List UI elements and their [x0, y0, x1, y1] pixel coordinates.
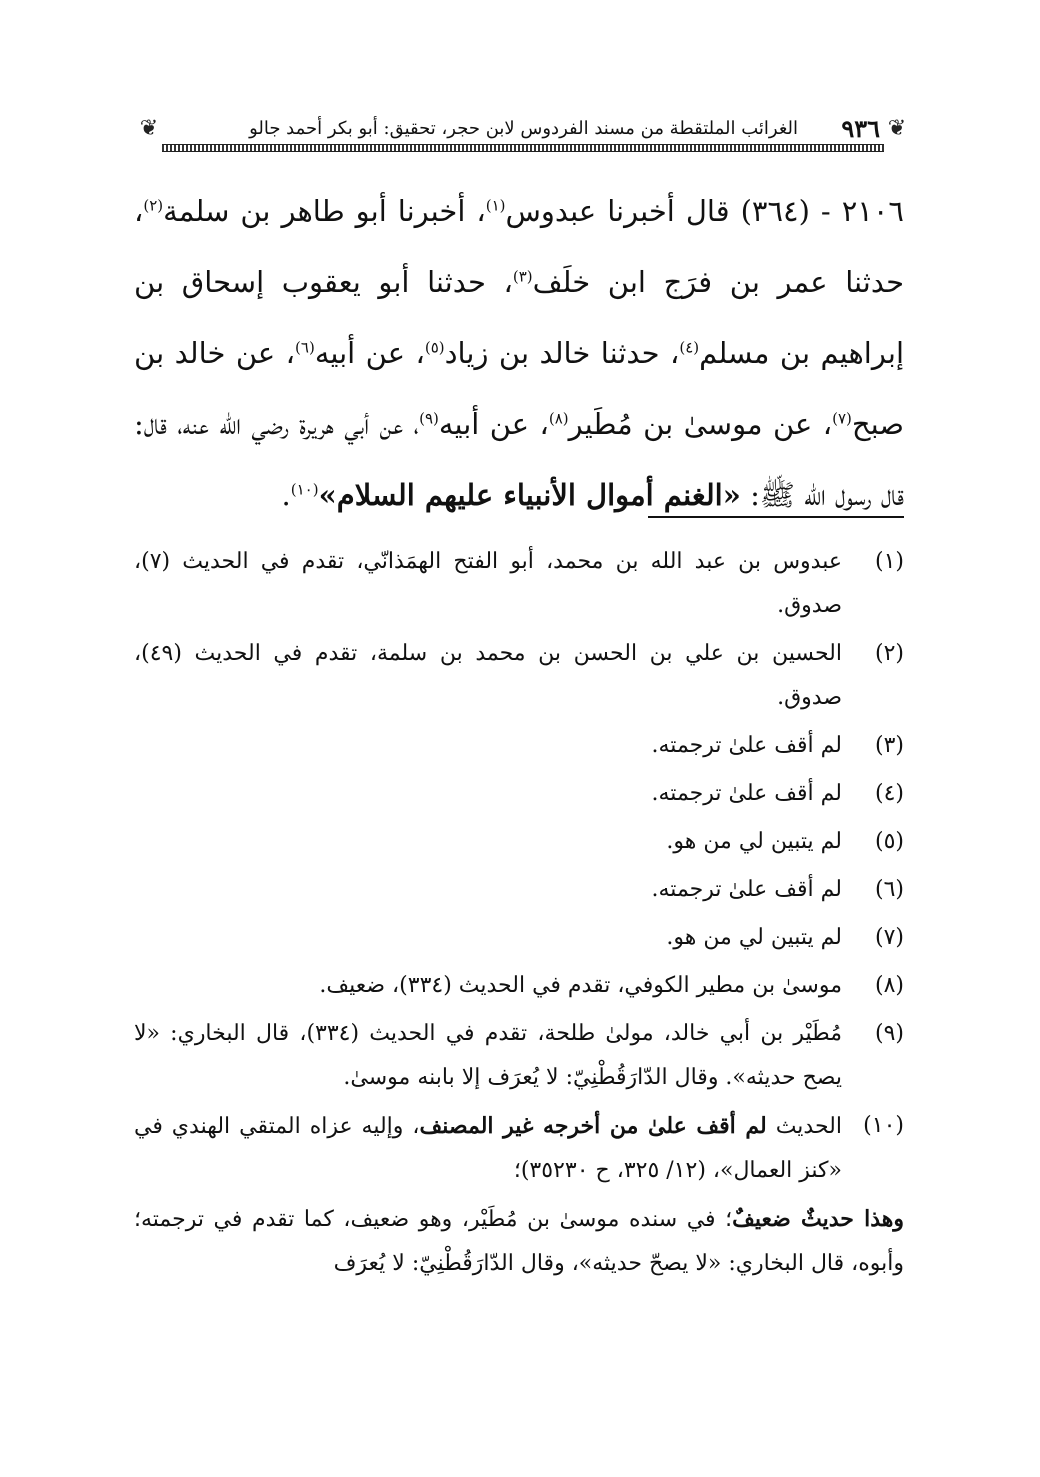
text-segment: ، عن أبيه	[314, 336, 425, 370]
footnote-item	[134, 964, 904, 1008]
grading-statement: وهذا حديثٌ ضعيفٌ	[732, 1206, 904, 1232]
footnote-text: لم يتبين لي من هو.	[666, 829, 842, 854]
text-segment: ٢١٠٦ - (٣٦٤) قال أخبرنا عبدوس	[505, 194, 905, 228]
text-segment: ، حدثنا خالد بن زياد	[444, 336, 680, 370]
text-segment: ، عن أبيه	[438, 407, 549, 441]
text-segment: ، عن خالد بن صبح	[134, 336, 904, 441]
footnote-ref[interactable]: (٢)	[143, 196, 164, 215]
footnote-ref[interactable]: (١٠)	[290, 480, 319, 499]
footnote-text: لم أقف علىٰ ترجمته.	[651, 877, 842, 902]
footnote-separator	[648, 516, 904, 518]
text-segment: ، أخبرنا أبو طاهر بن سلمة	[163, 194, 486, 228]
header-rule	[162, 144, 884, 152]
text-segment: ، حدثنا عمر بن فرَج ابن خلَف	[134, 194, 904, 299]
footnote-ref[interactable]: (٩)	[419, 409, 439, 428]
footnote-text: الحسين بن علي بن الحسن بن محمد بن سلمة، تقدم في الحديث (٤٩)، صدوق.	[134, 641, 842, 710]
footnote-number: (٣)	[874, 733, 904, 758]
footnote-item	[134, 820, 904, 864]
footnote-item	[134, 1104, 904, 1193]
footnote-ref[interactable]: (٣)	[512, 267, 533, 286]
footnote-number: (١٠)	[863, 1113, 904, 1138]
footnote-number: (٨)	[874, 973, 904, 998]
footnotes-section	[134, 540, 904, 1286]
footnote-item	[134, 724, 904, 768]
text-segment: .	[281, 478, 291, 512]
footnote-ref[interactable]: (١)	[485, 196, 506, 215]
footnote-ref[interactable]: (٥)	[424, 338, 445, 357]
text-segment-bold: لم أقف علىٰ من أخرجه غير المصنف	[419, 1113, 767, 1139]
footnote-number: (١)	[874, 549, 904, 574]
footnote-continuation	[134, 1197, 904, 1286]
footnote-ref[interactable]: (٧)	[832, 409, 852, 428]
hadith-text	[134, 176, 904, 531]
footnote-item	[134, 868, 904, 912]
footnote-item	[134, 1012, 904, 1100]
ornament-icon: ❦	[887, 116, 907, 141]
page-number: ٩٣٦	[841, 114, 880, 143]
footnote-text: لم أقف علىٰ ترجمته.	[651, 781, 842, 806]
running-title: الغرائب الملتقطة من مسند الفردوس لابن حجر، تحقيق: أبو بكر أحمد جالو	[249, 118, 798, 139]
footnote-ref[interactable]: (٤)	[679, 338, 700, 357]
footnote-text: موسىٰ بن مطير الكوفي، تقدم في الحديث (٣٣٤)، ضعيف.	[319, 973, 842, 998]
footnote-item	[134, 916, 904, 960]
footnote-number: (٤)	[874, 781, 904, 806]
footnote-number: (٥)	[874, 829, 904, 854]
footnote-ref[interactable]: (٨)	[548, 409, 569, 428]
footnote-item	[134, 772, 904, 816]
hadith-paragraph	[134, 176, 904, 531]
text-segment: ، عن موسىٰ بن مُطَير	[568, 407, 833, 441]
text-segment: ، وإليه عزاه المتقي الهندي في «كنز العمال»، (١٢/ ٣٢٥، ح ٣٥٢٣٠)؛	[134, 1114, 842, 1183]
footnote-number: (٧)	[874, 925, 904, 950]
running-header	[138, 108, 908, 152]
ornament-icon: ❦	[139, 116, 159, 141]
footnote-text: مُطَيْر بن أبي خالد، مولىٰ طلحة، تقدم في الحديث (٣٣٤)، قال البخاري: «لا يصح حديثه». وقال الدّارَقُطْنِيّ: لا يُعرَف إلا بابنه موسىٰ.	[134, 1021, 842, 1090]
footnote-text: لم أقف علىٰ ترجمته.	[651, 733, 842, 758]
footnote-text: لم يتبين لي من هو.	[666, 925, 842, 950]
footnote-item	[134, 632, 904, 720]
text-segment: ، حدثنا أبو يعقوب إسحاق بن إبراهيم بن مسلم	[134, 265, 904, 370]
text-segment: ؛ في سنده موسىٰ بن مُطَيْر، وهو ضعيف، كما تقدم في ترجمته؛ وأبوه، قال البخاري: «لا يصحّ حديثه»، وقال الدّارَقُطْنِيّ: لا يُعرَف	[134, 1207, 904, 1276]
footnote-number: (٦)	[874, 877, 904, 902]
footnote-number: (٢)	[874, 641, 904, 666]
footnote-text	[134, 1104, 842, 1193]
footnote-text: عبدوس بن عبد الله بن محمد، أبو الفتح الهمَذانّي، تقدم في الحديث (٧)، صدوق.	[134, 549, 842, 618]
text-segment: ، عن أبي هريرة رضي الله عنه، قال: قال رسول الله ﷺ:	[134, 407, 904, 512]
footnote-item	[134, 540, 904, 628]
footnote-ref[interactable]: (٦)	[295, 338, 315, 357]
hadith-matn: «الغنم أموال الأنبياء عليهم السلام»	[318, 478, 741, 512]
footnote-number: (٩)	[874, 1021, 904, 1046]
text-segment: الحديث	[766, 1114, 842, 1139]
